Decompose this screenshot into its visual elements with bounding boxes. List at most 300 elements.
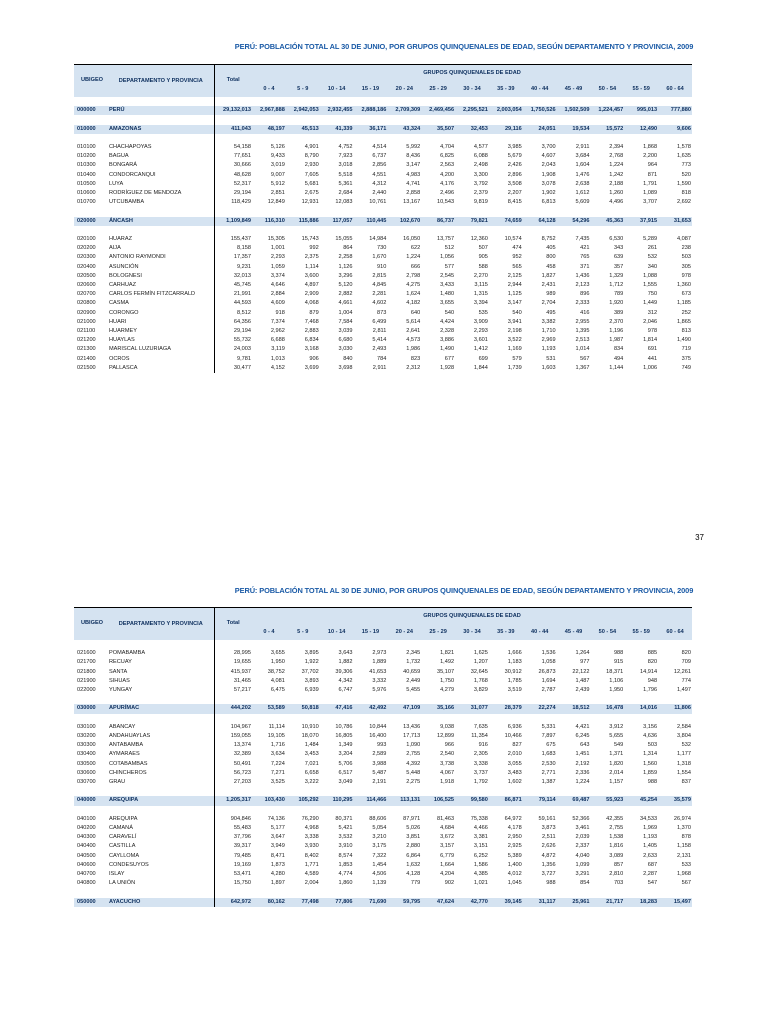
age-value-cell: 1,827 [541, 272, 556, 279]
age-value-cell: 4,602 [372, 300, 387, 307]
age-value-cell: 1,922 [304, 659, 319, 666]
age-value-cell: 3,382 [541, 318, 556, 325]
age-value-cell: 2,704 [541, 300, 556, 307]
age-value-cell: 854 [580, 880, 590, 887]
age-value-cell: 45,363 [590, 217, 624, 226]
name-cell: ANTABAMBA [109, 742, 144, 749]
age-value-cell: 1,791 [643, 180, 658, 187]
age-value-cell: 2,909 [304, 291, 319, 298]
age-value-cell: 2,880 [406, 843, 421, 850]
total-cell: 30,666 [214, 161, 252, 170]
total-cell: 55,483 [214, 824, 252, 833]
province-row [74, 180, 692, 189]
age-value-cell: 81,463 [436, 815, 455, 822]
age-value-cell: 864 [343, 245, 353, 252]
age-value-cell: 53,589 [252, 704, 286, 713]
age-value-cell: 12,360 [470, 235, 488, 242]
age-value-cell: 5,912 [270, 180, 285, 187]
age-value-cell: 2,281 [372, 291, 387, 298]
province-row [74, 290, 692, 299]
age-value-cell: 3,296 [338, 272, 353, 279]
age-value-cell: 18,512 [557, 704, 591, 713]
name-cell: ASUNCIÓN [109, 263, 139, 270]
age-value-cell: 948 [647, 677, 658, 684]
age-value-cell: 2,375 [304, 254, 319, 261]
age-value-cell: 4,551 [372, 171, 387, 178]
age-value-cell: 2,293 [473, 328, 488, 334]
age-value-cell: 1,360 [677, 281, 691, 288]
age-value-cell: 3,175 [372, 843, 387, 850]
age-value-cell: 1,844 [473, 364, 488, 371]
name-cell: GRAU [109, 779, 126, 785]
age-value-cell: 15,305 [267, 235, 285, 242]
age-value-cell: 1,920 [609, 300, 624, 307]
header-age-group: 35 - 39 [489, 83, 523, 97]
age-value-cell: 12,849 [267, 199, 285, 206]
age-value-cell: 777,880 [658, 106, 692, 115]
total-cell: 1,205,317 [214, 796, 252, 805]
age-value-cell: 677 [444, 355, 455, 362]
age-value-cell: 5,331 [541, 723, 556, 730]
age-value-cell: 820 [681, 650, 691, 657]
age-value-cell: 86,737 [421, 217, 455, 226]
age-value-cell: 3,737 [473, 769, 488, 776]
name-cell: OCROS [109, 355, 130, 362]
age-value-cell: 2,336 [575, 769, 590, 776]
age-value-cell: 4,577 [473, 143, 488, 150]
name-cell: COTABAMBAS [109, 760, 148, 767]
age-value-cell: 10,466 [504, 732, 522, 739]
age-value-cell: 2,043 [541, 162, 556, 169]
age-value-cell: 6,680 [338, 337, 353, 344]
ubigeo-cell: 040800 [77, 880, 96, 887]
header-age-group: 55 - 59 [624, 626, 658, 640]
age-value-cell: 2,345 [406, 650, 421, 657]
age-value-cell: 6,834 [304, 337, 319, 344]
age-value-cell: 5,487 [372, 769, 387, 776]
age-value-cell: 39,306 [335, 668, 353, 675]
age-value-cell: 69,487 [557, 796, 591, 805]
ubigeo-cell: 020200 [77, 245, 96, 252]
age-value-cell: 3,727 [541, 871, 556, 877]
age-value-cell: 503 [681, 254, 691, 261]
age-value-cell: 1,897 [270, 880, 285, 887]
age-value-cell: 1,177 [677, 751, 691, 758]
age-value-cell: 2,370 [609, 318, 624, 325]
age-value-cell: 1,013 [270, 355, 285, 362]
header-total: Total [214, 65, 252, 98]
age-value-cell: 3,115 [474, 281, 488, 288]
header-age-group: 60 - 64 [658, 626, 692, 640]
age-value-cell: 2,188 [609, 180, 624, 187]
age-value-cell: 4,774 [338, 871, 353, 877]
age-value-cell: 1,114 [305, 263, 319, 270]
age-value-cell: 5,706 [338, 760, 353, 767]
age-value-cell: 540 [512, 309, 522, 316]
province-row [74, 842, 692, 851]
age-value-cell: 4,704 [440, 143, 455, 150]
name-cell: APURÍMAC [108, 704, 214, 713]
age-value-cell: 1,670 [372, 254, 387, 261]
age-value-cell: 3,156 [643, 723, 658, 730]
header-age-group: 20 - 24 [387, 83, 421, 97]
ubigeo-cell: 050000 [74, 898, 108, 907]
header-departamento: DEPARTAMENTO Y PROVINCIA [108, 608, 214, 641]
ubigeo-cell: 021600 [77, 650, 96, 657]
age-value-cell: 2,950 [507, 834, 522, 841]
header-age-group: 30 - 34 [455, 626, 489, 640]
province-row [74, 824, 692, 833]
header-age-group: 50 - 54 [590, 83, 624, 97]
age-value-cell: 3,525 [270, 779, 285, 785]
age-value-cell: 902 [444, 880, 455, 887]
age-value-cell: 7,468 [304, 318, 319, 325]
age-value-cell: 818 [681, 189, 691, 196]
age-value-cell: 494 [613, 355, 624, 362]
header-age-group: 10 - 14 [320, 626, 354, 640]
age-value-cell: 1,412 [473, 346, 488, 353]
spacer-row [74, 115, 692, 124]
name-cell: CARHUAZ [109, 281, 137, 288]
ubigeo-cell: 040100 [77, 815, 96, 822]
age-value-cell: 7,584 [338, 318, 353, 325]
department-total-row [74, 898, 692, 907]
department-total-row [74, 796, 692, 805]
age-value-cell: 14,984 [369, 235, 387, 242]
age-value-cell: 17,713 [403, 732, 421, 739]
age-value-cell: 3,291 [575, 871, 590, 877]
age-value-cell: 114,466 [354, 796, 388, 805]
age-value-cell: 3,119 [271, 346, 285, 353]
province-row [74, 364, 692, 373]
province-row [74, 870, 692, 879]
province-row [74, 318, 692, 327]
age-value-cell: 105,292 [286, 796, 320, 805]
age-value-cell: 3,204 [338, 751, 353, 758]
age-value-cell: 371 [580, 263, 590, 270]
ubigeo-cell: 040500 [77, 852, 96, 859]
age-value-cell: 7,374 [270, 318, 285, 325]
age-value-cell: 1,059 [270, 263, 285, 270]
age-value-cell: 4,081 [270, 677, 285, 684]
page-number: 37 [695, 533, 704, 542]
age-value-cell: 10,574 [504, 235, 522, 242]
age-value-cell: 2,270 [473, 272, 488, 279]
name-cell: RODRÍGUEZ DE MENDOZA [109, 189, 182, 196]
age-value-cell: 6,779 [440, 852, 455, 859]
total-cell: 53,471 [214, 870, 252, 879]
age-value-cell: 6,245 [575, 732, 590, 739]
age-value-cell: 4,983 [406, 171, 421, 178]
age-value-cell: 9,819 [473, 199, 488, 206]
age-value-cell: 1,816 [609, 843, 624, 850]
age-value-cell: 1,555 [643, 281, 658, 288]
age-value-cell: 16,050 [403, 235, 421, 242]
header-age-group: 35 - 39 [489, 626, 523, 640]
ubigeo-cell: 040700 [77, 871, 96, 877]
age-value-cell: 5,126 [270, 143, 285, 150]
age-value-cell: 1,454 [372, 861, 387, 868]
age-value-cell: 9,007 [270, 171, 285, 178]
age-value-cell: 533 [681, 861, 691, 868]
total-cell: 28,995 [214, 649, 252, 658]
age-value-cell: 3,030 [338, 346, 353, 353]
age-value-cell: 87,971 [403, 815, 421, 822]
age-value-cell: 7,271 [270, 769, 285, 776]
province-row [74, 769, 692, 778]
ubigeo-cell: 021800 [77, 668, 96, 675]
ubigeo-cell: 021300 [77, 346, 96, 353]
age-value-cell: 7,322 [372, 852, 387, 859]
total-cell: 19,655 [214, 658, 252, 667]
province-row [74, 732, 692, 741]
age-value-cell: 2,258 [338, 254, 353, 261]
age-value-cell: 37,702 [301, 668, 319, 675]
age-value-cell: 3,738 [440, 760, 455, 767]
header-age-group: 45 - 49 [557, 83, 591, 97]
age-value-cell: 1,968 [677, 871, 691, 877]
age-value-cell: 1,224,457 [590, 106, 624, 115]
age-value-cell: 2,884 [270, 291, 285, 298]
age-value-cell: 106,525 [421, 796, 455, 805]
age-value-cell: 3,893 [304, 677, 319, 684]
age-value-cell: 1,750,526 [523, 106, 557, 115]
age-value-cell: 10,786 [335, 723, 353, 730]
header-ubigeo: UBIGEO [74, 608, 108, 641]
age-value-cell: 988 [546, 880, 556, 887]
ubigeo-cell: 040600 [77, 861, 96, 868]
province-row [74, 263, 692, 272]
total-cell: 9,231 [214, 263, 252, 272]
age-value-cell: 4,200 [440, 171, 455, 178]
name-cell: SANTA [109, 668, 128, 675]
age-value-cell: 1,820 [609, 760, 624, 767]
age-value-cell: 988 [647, 779, 658, 785]
age-value-cell: 4,275 [406, 281, 421, 288]
age-value-cell: 1,480 [440, 291, 455, 298]
age-value-cell: 2,638 [575, 180, 590, 187]
total-cell: 45,745 [214, 281, 252, 290]
total-cell: 155,437 [214, 235, 252, 244]
total-cell: 54,158 [214, 143, 252, 152]
age-value-cell: 41,339 [320, 125, 354, 134]
ubigeo-cell: 020900 [77, 309, 96, 316]
age-value-cell: 1,882 [338, 659, 353, 666]
age-value-cell: 2,131 [677, 852, 691, 859]
header-departamento: DEPARTAMENTO Y PROVINCIA [108, 65, 214, 98]
age-value-cell: 1,987 [609, 337, 624, 344]
province-row [74, 778, 692, 787]
spacer-row [74, 787, 692, 796]
header-age-group: 15 - 19 [354, 83, 388, 97]
age-value-cell: 7,897 [541, 732, 556, 739]
spacer-row [74, 134, 692, 143]
age-value-cell: 26,974 [673, 815, 691, 822]
spacer-row [74, 640, 692, 649]
age-value-cell: 8,574 [338, 852, 353, 859]
age-value-cell: 993 [377, 742, 387, 749]
age-value-cell: 8,471 [270, 852, 285, 859]
ubigeo-cell: 030600 [77, 769, 96, 776]
age-value-cell: 1,792 [473, 779, 488, 785]
name-cell: LUYA [109, 180, 124, 187]
age-value-cell: 3,655 [270, 650, 285, 657]
age-value-cell: 1,873 [270, 861, 285, 868]
age-value-cell: 1,710 [541, 328, 556, 334]
age-value-cell: 3,338 [304, 834, 319, 841]
age-value-cell: 3,374 [270, 272, 285, 279]
age-value-cell: 4,968 [304, 824, 319, 831]
age-value-cell: 878 [681, 834, 691, 841]
age-value-cell: 45,254 [624, 796, 658, 805]
age-value-cell: 750 [647, 291, 658, 298]
age-value-cell: 3,210 [372, 834, 387, 841]
age-value-cell: 1,193 [643, 834, 658, 841]
age-value-cell: 4,067 [440, 769, 455, 776]
age-value-cell: 43,324 [387, 125, 421, 134]
province-row [74, 861, 692, 870]
age-value-cell: 2,545 [440, 272, 455, 279]
age-value-cell: 74,659 [489, 217, 523, 226]
age-value-cell: 1,405 [643, 843, 658, 850]
age-value-cell: 6,088 [473, 153, 488, 160]
total-cell: 444,202 [214, 704, 252, 713]
department-total-row [74, 217, 692, 226]
age-value-cell: 2,684 [338, 189, 353, 196]
age-value-cell: 820 [647, 659, 658, 666]
age-value-cell: 41,653 [369, 668, 387, 675]
age-value-cell: 3,519 [507, 687, 522, 693]
age-value-cell: 389 [613, 309, 624, 316]
age-value-cell: 2,882 [338, 291, 353, 298]
total-cell: 904,846 [214, 815, 252, 824]
age-value-cell: 2,123 [575, 281, 590, 288]
age-value-cell: 357 [613, 263, 624, 270]
age-value-cell: 3,332 [372, 677, 387, 684]
age-value-cell: 4,646 [270, 281, 285, 288]
age-value-cell: 1,449 [643, 300, 658, 307]
age-value-cell: 74,136 [267, 815, 285, 822]
name-cell: CARAVELÍ [109, 834, 137, 841]
ubigeo-cell: 010300 [77, 162, 96, 169]
age-value-cell: 1,664 [440, 861, 455, 868]
age-value-cell: 1,001 [270, 245, 285, 252]
age-value-cell: 2,207 [507, 189, 522, 196]
age-value-cell: 1,666 [507, 650, 522, 657]
age-value-cell: 992 [309, 245, 319, 252]
province-row [74, 143, 692, 152]
ubigeo-cell: 010400 [77, 171, 96, 178]
age-value-cell: 1,169 [507, 346, 522, 353]
province-row [74, 879, 692, 888]
header-grupos: GRUPOS QUINQUENALES DE EDAD [252, 65, 692, 84]
age-value-cell: 15,055 [335, 235, 353, 242]
age-value-cell: 2,440 [372, 189, 387, 196]
age-value-cell: 3,338 [473, 760, 488, 767]
age-value-cell: 4,012 [507, 871, 522, 877]
ubigeo-cell: 020600 [77, 281, 96, 288]
age-value-cell: 2,896 [507, 171, 522, 178]
total-cell: 17,357 [214, 253, 252, 262]
age-value-cell: 2,962 [270, 328, 285, 334]
province-row [74, 336, 692, 345]
ubigeo-cell: 021000 [77, 318, 96, 325]
age-value-cell: 3,792 [473, 180, 488, 187]
age-value-cell: 639 [613, 254, 624, 261]
age-value-cell: 2,967,888 [252, 106, 286, 115]
age-value-cell: 2,293 [270, 254, 285, 261]
province-row [74, 760, 692, 769]
age-value-cell: 673 [681, 291, 691, 298]
age-value-cell: 52,366 [572, 815, 590, 822]
age-value-cell: 4,589 [304, 871, 319, 877]
age-value-cell: 1,739 [507, 364, 522, 371]
age-value-cell: 1,004 [338, 309, 353, 316]
name-cell: AYACUCHO [108, 898, 214, 907]
age-value-cell: 4,636 [643, 732, 658, 739]
age-value-cell: 1,771 [304, 861, 319, 868]
age-value-cell: 1,950 [609, 687, 624, 693]
age-value-cell: 1,497 [677, 687, 691, 693]
age-value-cell: 1,021 [473, 880, 488, 887]
age-value-cell: 3,522 [507, 337, 522, 344]
header-age-group: 50 - 54 [590, 626, 624, 640]
age-value-cell: 773 [681, 162, 691, 169]
age-value-cell: 1,193 [541, 346, 556, 353]
name-cell: HUARMEY [109, 328, 137, 334]
total-cell: 9,781 [214, 355, 252, 364]
age-value-cell: 405 [546, 245, 556, 252]
age-value-cell: 3,698 [338, 364, 353, 371]
name-cell: YUNGAY [109, 687, 133, 693]
age-value-cell: 1,400 [507, 861, 522, 868]
age-value-cell: 1,902 [541, 189, 556, 196]
age-value-cell: 2,563 [440, 162, 455, 169]
age-value-cell: 13,436 [403, 723, 421, 730]
age-value-cell: 3,394 [473, 300, 488, 307]
age-value-cell: 2,192 [575, 760, 590, 767]
age-value-cell: 3,222 [304, 779, 319, 785]
name-cell: LA UNIÓN [109, 880, 136, 887]
age-value-cell: 995,013 [624, 106, 658, 115]
age-value-cell: 103,430 [252, 796, 286, 805]
age-value-cell: 3,461 [575, 824, 590, 831]
age-value-cell: 3,055 [507, 760, 522, 767]
age-value-cell: 3,643 [338, 650, 353, 657]
age-value-cell: 42,492 [354, 704, 388, 713]
age-value-cell: 416 [580, 309, 590, 316]
age-value-cell: 12,083 [335, 199, 353, 206]
age-value-cell: 1,260 [609, 189, 624, 196]
age-value-cell: 3,647 [270, 834, 285, 841]
age-value-cell: 1,950 [270, 659, 285, 666]
age-value-cell: 18,283 [624, 898, 658, 907]
name-cell: CHINCHEROS [109, 769, 147, 776]
total-cell: 411,043 [214, 125, 252, 134]
age-value-cell: 64,128 [523, 217, 557, 226]
age-value-cell: 5,455 [406, 687, 421, 693]
age-value-cell: 340 [647, 263, 658, 270]
age-value-cell: 31,653 [658, 217, 692, 226]
province-row [74, 815, 692, 824]
name-cell: CAYLLOMA [109, 852, 140, 859]
age-value-cell: 1,712 [609, 281, 624, 288]
age-value-cell: 2,755 [406, 751, 421, 758]
age-value-cell: 24,051 [523, 125, 557, 134]
age-value-cell: 567 [681, 880, 691, 887]
province-row [74, 253, 692, 262]
age-value-cell: 3,804 [677, 732, 691, 739]
